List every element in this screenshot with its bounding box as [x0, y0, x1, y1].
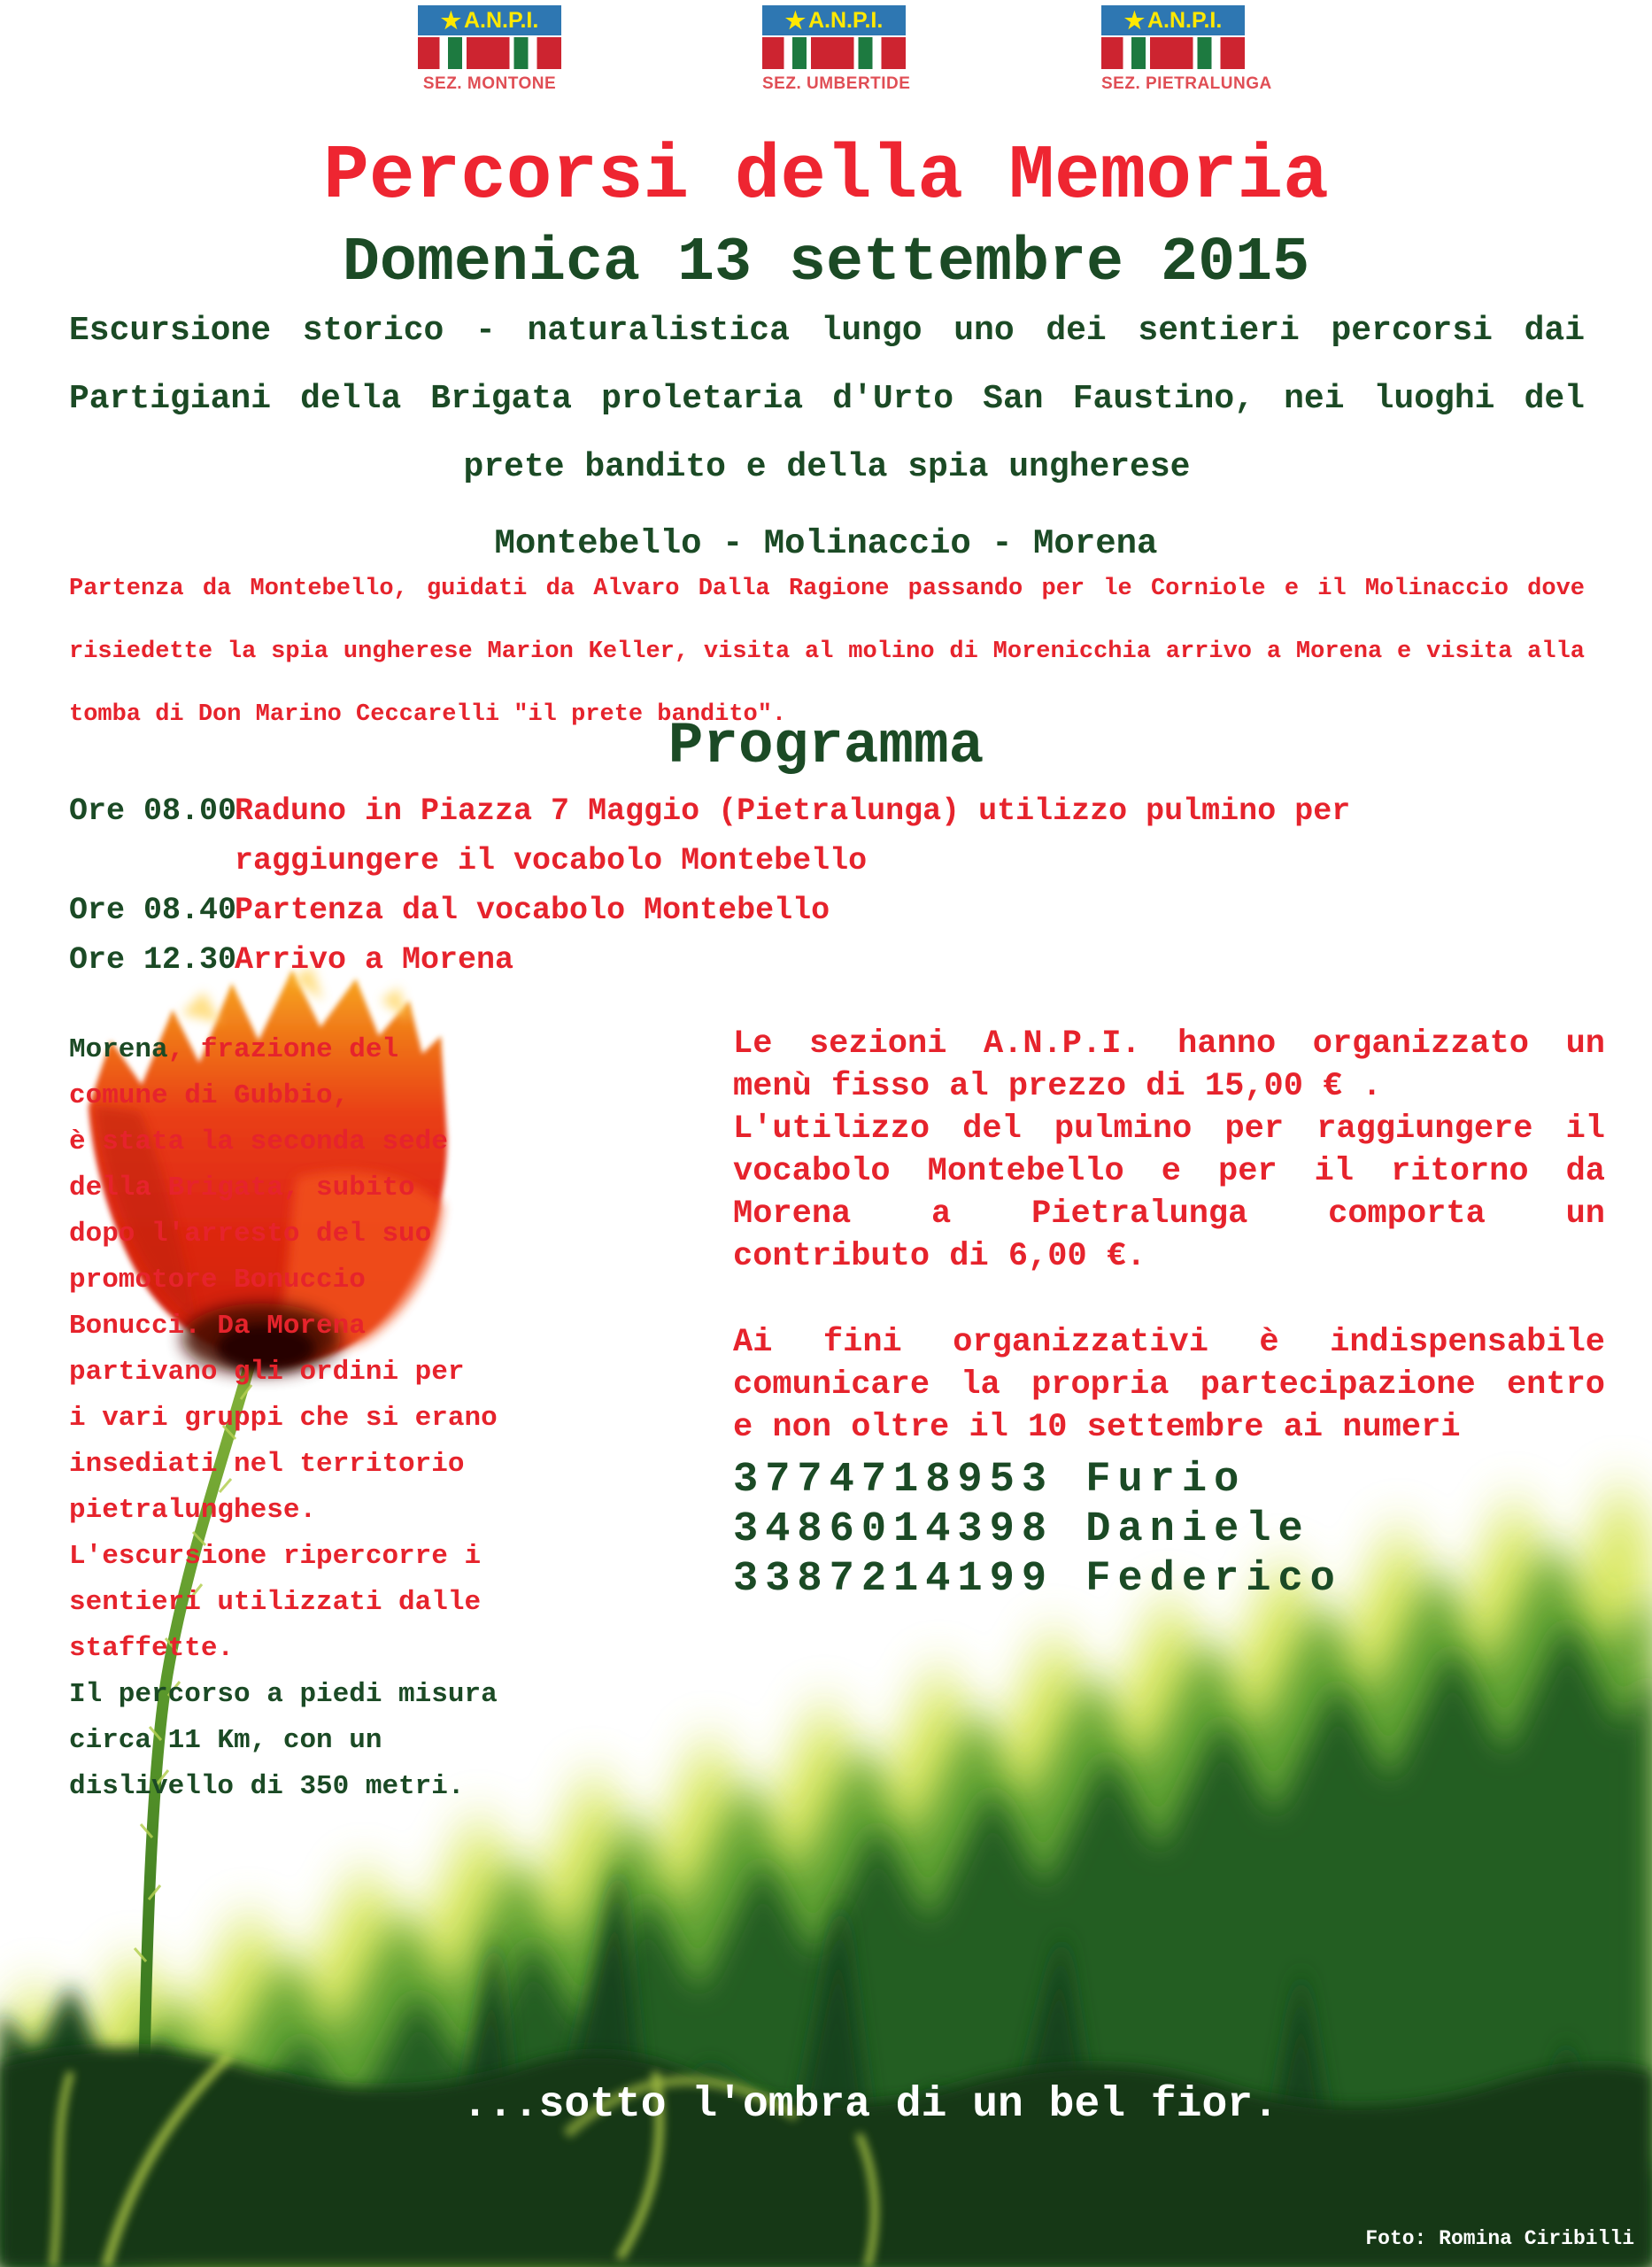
event-date: Domenica 13 settembre 2015	[342, 228, 1310, 298]
section-label: SEZ. MONTONE	[422, 74, 557, 93]
song-quote: ...sotto l'ombra di un bel fior.	[462, 2081, 1278, 2129]
column-line: Il percorso a piedi misura	[69, 1679, 498, 1710]
star-icon: ★	[784, 7, 806, 34]
intro-line: Partigiani della Brigata proletaria d'Urto San Faustino, nei luoghi del	[69, 380, 1585, 418]
tricolor-ribbon	[418, 37, 561, 69]
program-row	[69, 935, 1486, 985]
info-line: menù fisso al prezzo di 15,00 € .	[733, 1068, 1382, 1105]
program-time: Ore 08.00	[69, 793, 237, 829]
column-line: partivano gli ordini per	[69, 1357, 465, 1388]
program-row	[69, 786, 1486, 836]
column-line: Bonucci. Da Morena	[69, 1311, 366, 1342]
intro-paragraph	[69, 297, 1585, 501]
column-line: circa 11 Km, con un	[69, 1725, 382, 1756]
column-line: comune di Gubbio,	[69, 1080, 350, 1111]
column-line: i vari gruppi che si erano	[69, 1403, 498, 1434]
column-line-rest: , frazione del	[167, 1034, 399, 1065]
info-line: Morena a Pietralunga comporta un	[733, 1195, 1605, 1233]
star-icon: ★	[440, 7, 461, 34]
program-time: Ore 12.30	[69, 942, 237, 978]
column-line: della Brigata, subito	[69, 1172, 415, 1203]
info-line: e non oltre il 10 settembre ai numeri	[733, 1409, 1461, 1446]
tricolor-ribbon	[1101, 37, 1245, 69]
program-time: Ore 08.40	[69, 893, 237, 928]
anpi-logo-pietralunga	[1101, 5, 1272, 94]
anpi-org-name: A.N.P.I.	[464, 7, 539, 33]
section-label: SEZ. UMBERTIDE	[762, 74, 911, 93]
photo-credit: Foto: Romina Ciribilli	[1365, 2227, 1634, 2250]
anpi-org-name: A.N.P.I.	[808, 7, 884, 33]
column-line: staffette.	[69, 1633, 235, 1664]
program-activity: Raduno in Piazza 7 Maggio (Pietralunga) utilizzo pulmino per	[235, 793, 1351, 829]
info-line: vocabolo Montebello e per il ritorno da	[733, 1153, 1605, 1190]
column-line: pietralunghese.	[69, 1495, 317, 1526]
column-line: sentieri utilizzati dalle	[69, 1587, 482, 1618]
registration-paragraph	[733, 1321, 1605, 1449]
contact-phone: 3387214199 Federico	[733, 1556, 1342, 1603]
program-activity: raggiungere il vocabolo Montebello	[235, 843, 868, 878]
intro-line: Escursione storico - naturalistica lungo uno dei sentieri percorsi dai	[69, 312, 1585, 350]
section-label: SEZ. PIETRALUNGA	[1101, 74, 1272, 93]
poster-title: Percorsi della Memoria	[323, 133, 1329, 220]
intro-line: prete bandito e della spia ungherese	[463, 448, 1191, 486]
program-row	[69, 886, 1486, 935]
column-line: insediati nel territorio	[69, 1449, 465, 1480]
contact-phone: 3774718953 Furio	[733, 1457, 1247, 1504]
description-line: Partenza da Montebello, guidati da Alvaro Dalla Ragione passando per le Corniole e il Molinaccio dove	[69, 576, 1585, 602]
info-line: Ai fini organizzativi è indispensabile	[733, 1324, 1605, 1361]
tricolor-ribbon	[762, 37, 906, 69]
column-line: è stata la seconda sede	[69, 1126, 448, 1157]
anpi-logo-montone	[418, 5, 561, 94]
program-time	[69, 836, 235, 886]
info-line: contributo di 6,00 €.	[733, 1238, 1146, 1275]
anpi-flag	[1101, 5, 1245, 35]
route-line: Montebello - Molinaccio - Morena	[494, 524, 1158, 563]
column-line	[69, 1027, 529, 1073]
anpi-flag	[762, 5, 906, 35]
star-icon: ★	[1123, 7, 1145, 34]
program-activity: Partenza dal vocabolo Montebello	[235, 893, 830, 928]
info-line: comunicare la propria partecipazione entro	[733, 1366, 1605, 1404]
column-line: dislivello di 350 metri.	[69, 1771, 465, 1802]
program-heading: Programma	[668, 713, 984, 779]
program-row	[69, 836, 1486, 886]
column-line: L'escursione ripercorre i	[69, 1541, 482, 1572]
program-activity: Arrivo a Morena	[235, 942, 514, 978]
menu-paragraph	[733, 1023, 1605, 1278]
anpi-flag	[418, 5, 561, 35]
info-column	[733, 1023, 1605, 1605]
program-schedule	[69, 786, 1486, 985]
description-line: tomba di Don Marino Ceccarelli "il prete bandito".	[69, 701, 787, 728]
anpi-logo-umbertide	[762, 5, 911, 94]
column-line: promotore Bonuccio	[69, 1265, 366, 1296]
anpi-org-name: A.N.P.I.	[1147, 7, 1223, 33]
contact-phone: 3486014398 Daniele	[733, 1506, 1310, 1553]
morena-column	[69, 1027, 529, 1810]
info-line: Le sezioni A.N.P.I. hanno organizzato un	[733, 1025, 1605, 1063]
contact-list	[733, 1456, 1605, 1605]
info-line: L'utilizzo del pulmino per raggiungere il	[733, 1110, 1605, 1148]
column-line: dopo l'arresto del suo	[69, 1219, 432, 1250]
highlight-word: Morena	[69, 1034, 168, 1065]
description-line: risiedette la spia ungherese Marion Keller, visita al molino di Morenicchia arrivo a Morena e visita alla	[69, 638, 1585, 665]
